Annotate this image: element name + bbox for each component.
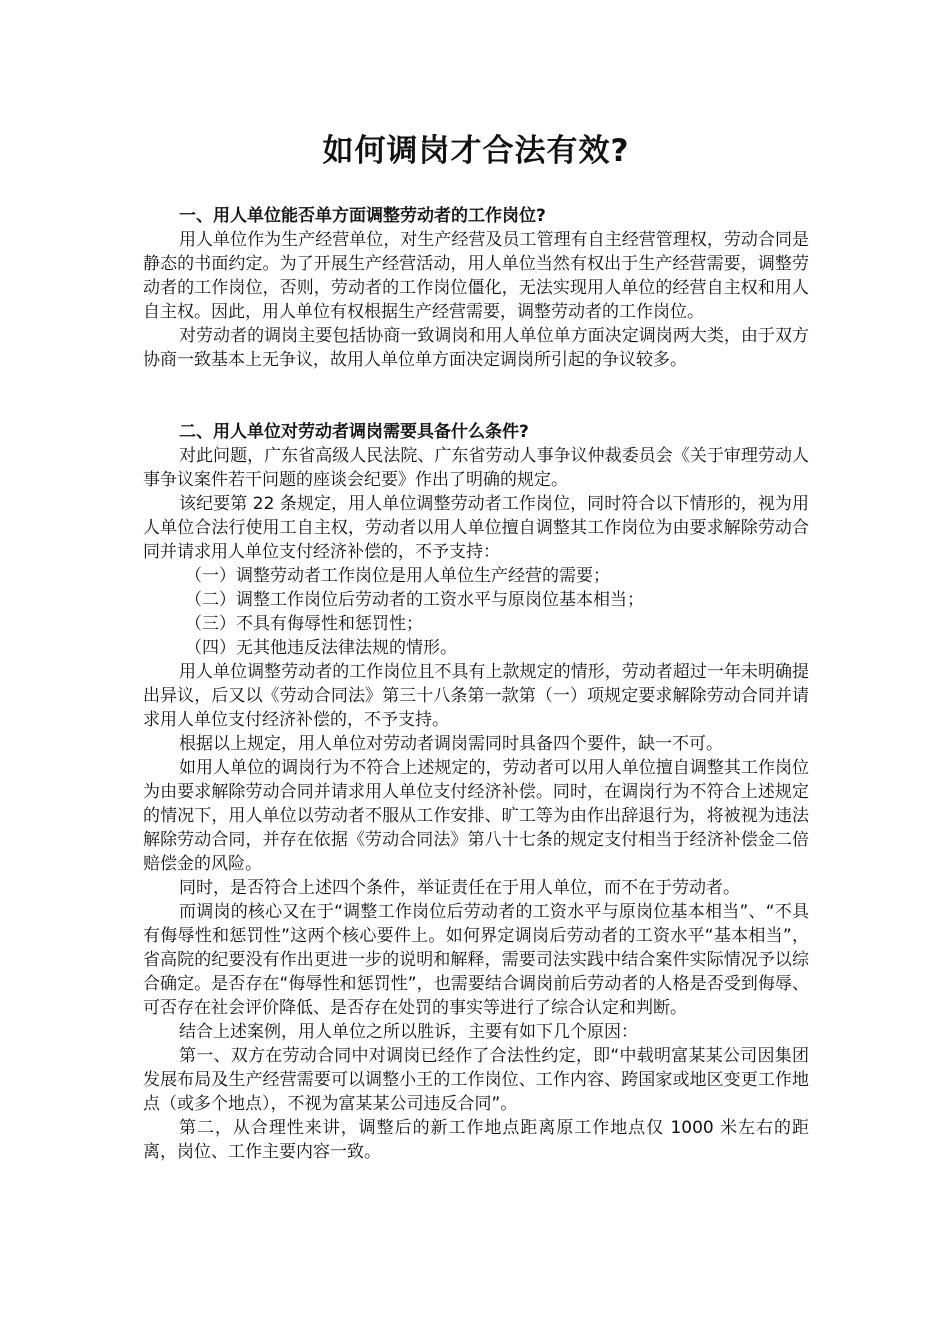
paragraph: 而调岗的核心又在于“调整工作岗位后劳动者的工资水平与原岗位基本相当”、“不具有侮辱性和惩罚性”这两个核心要件上。如何界定调岗后劳动者的工资水平“基本相当”，省高院的纪要没有作出更进一步的说明和解释，需要司法实践中结合案件实际情况予以综合确定。是否存在“侮辱性和惩罚性”，也需要结合调岗前后劳动者的人格是否受到侮辱、可否存在社会评价降低、是否存在处罚的事实等进行了综合认定和判断。 [143, 902, 809, 1018]
condition-item: （四）无其他违反法律法规的情形。 [185, 638, 457, 658]
document-title: 如何调岗才合法有效? [322, 133, 630, 169]
section-heading-1: 一、用人单位能否单方面调整劳动者的工作岗位? [179, 206, 546, 226]
paragraph: 用人单位作为生产经营单位，对生产经营及员工管理有自主经营管理权，劳动合同是静态的书面约定。为了开展生产经营活动，用人单位当然有权出于生产经营需要，调整劳动者的工作岗位，否则，劳动者的工作岗位僵化，无法实现用人单位的经营自主权和用人自主权。因此，用人单位有权根据生产经营需要，调整劳动者的工作岗位。 [143, 230, 809, 322]
paragraph: 对此问题，广东省高级人民法院、广东省劳动人事争议仲裁委员会《关于审理劳动人事争议案件若干问题的座谈会纪要》作出了明确的规定。 [143, 446, 809, 490]
condition-item: （二）调整工作岗位后劳动者的工资水平与原岗位基本相当； [185, 590, 644, 610]
paragraph: 用人单位调整劳动者的工作岗位且不具有上款规定的情形，劳动者超过一年未明确提出异议，后又以《劳动合同法》第三十八条第一款第（一）项规定要求解除劳动合同并请求用人单位支付经济补偿的，不予支持。 [143, 662, 809, 730]
paragraph: 该纪要第 22 条规定，用人单位调整劳动者工作岗位，同时符合以下情形的，视为用人单位合法行使用工自主权，劳动者以用人单位擅自调整其工作岗位为由要求解除劳动合同并请求用人单位支付经济补偿的，不予支持： [143, 494, 809, 562]
section-spacer [143, 396, 809, 420]
paragraph: 结合上述案例，用人单位之所以胜诉，主要有如下几个原因： [179, 1022, 638, 1042]
condition-item: （一）调整劳动者工作岗位是用人单位生产经营的需要； [185, 566, 610, 586]
paragraph: 如用人单位的调岗行为不符合上述规定的，劳动者可以用人单位擅自调整其工作岗位为由要求解除劳动合同并请求用人单位支付经济补偿。同时，在调岗行为不符合上述规定的情况下，用人单位以劳动者不服从工作安排、旷工等为由作出辞退行为，将被视为违法解除劳动合同，并存在依据《劳动合同法》第八十七条的规定支付相当于经济补偿金二倍赔偿金的风险。 [143, 758, 809, 874]
condition-item: （三）不具有侮辱性和惩罚性； [185, 614, 423, 634]
document-page [143, 128, 809, 1164]
paragraph: 对劳动者的调岗主要包括协商一致调岗和用人单位单方面决定调岗两大类，由于双方协商一致基本上无争议，故用人单位单方面决定调岗所引起的争议较多。 [143, 326, 809, 370]
paragraph: 同时，是否符合上述四个条件，举证责任在于用人单位，而不在于劳动者。 [179, 878, 740, 898]
paragraph: 第二，从合理性来讲，调整后的新工作地点距离原工作地点仅 1000 米左右的距离，岗位、工作主要内容一致。 [143, 1118, 809, 1162]
paragraph: 第一、双方在劳动合同中对调岗已经作了合法性约定，即“中载明富某某公司因集团发展布局及生产经营需要可以调整小王的工作岗位、工作内容、跨国家或地区变更工作地点（或多个地点），不视为富某某公司违反合同”。 [143, 1046, 809, 1114]
section-heading-2: 二、用人单位对劳动者调岗需要具备什么条件? [179, 422, 529, 442]
paragraph: 根据以上规定，用人单位对劳动者调岗需同时具备四个要件，缺一不可。 [179, 734, 723, 754]
section-spacer [143, 372, 809, 396]
